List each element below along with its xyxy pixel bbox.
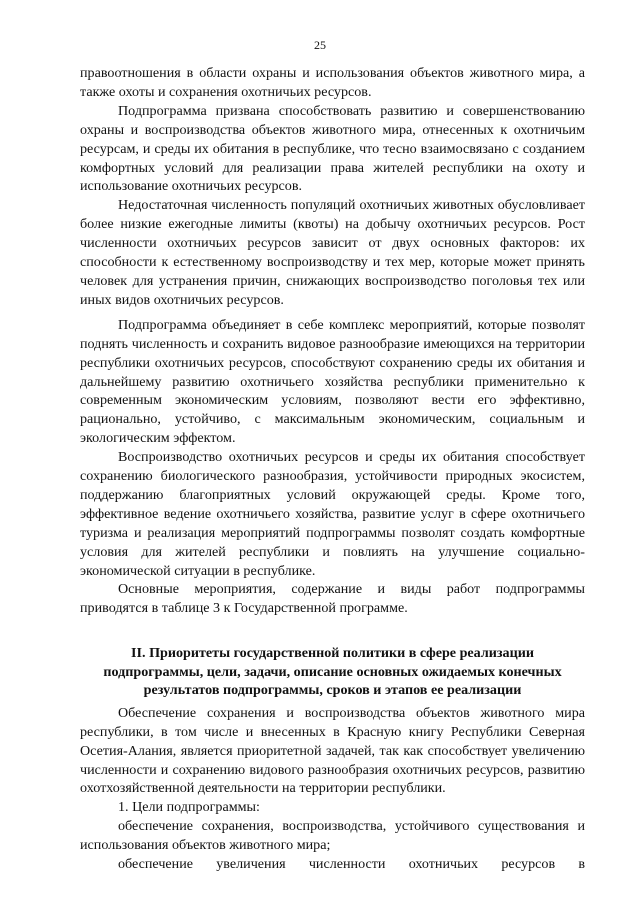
goal-item: обеспечение увеличения численности охотничьих ресурсов в bbox=[118, 856, 585, 873]
goal-item: обеспечение сохранения, воспроизводства, устойчивого существования и использования объектов животного мира; bbox=[80, 818, 585, 854]
paragraph-continuation: правоотношения в области охраны и использования объектов животного мира, а также охоты и сохранения охотничьих ресурсов. bbox=[80, 65, 585, 100]
paragraph: Обеспечение сохранения и воспроизводства объектов животного мира республики, в том числе и внесенных в Красную книгу Республики Северная Осетия-Алания, является приоритетной задачей, так как способствует увеличению численности и сохранению видового разнообразия охотничьих ресурсов, развитию охотхозяйственной деятельности на территории республики. bbox=[80, 704, 585, 797]
section-heading: II. Приоритеты государственной политики в сфере реализации подпрограммы, цели, задачи, описание основных ожидаемых конечных результатов подпрограммы, сроков и этапов ее реализации bbox=[103, 645, 562, 699]
paragraph: Воспроизводство охотничьих ресурсов и среды их обитания способствует сохранению биологического разнообразия, устойчивости природных экосистем, поддержанию благоприятных условий окружающей среды. Кроме того, эффективное ведение охотничьего хозяйства, развитие услуг в сфере охотничьего туризма и реализация мероприятий подпрограммы позволят создать комфортные условия для жителей республики и повлиять на улучшение социально-экономической ситуации в республике. bbox=[80, 449, 585, 579]
goals-heading: 1. Цели подпрограммы: bbox=[118, 799, 260, 816]
paragraph: Недостаточная численность популяций охотничьих животных обусловливает более низкие ежегодные лимиты (квоты) на добычу охотничьих ресурсов. Рост численности охотничьих ресурсов зависит от двух основных факторов: их способности к естественному воспроизводству и тех мер, которые может принять человек для устранения причин, снижающих воспроизводство поголовья тех или иных видов охотничьих ресурсов. bbox=[80, 197, 585, 308]
paragraph: Подпрограмма призвана способствовать развитию и совершенствованию охраны и воспроизводства объектов животного мира, отнесенных к охотничьим ресурсам, и среды их обитания в республике, что тесно взаимосвязано с созданием комфортных условий для реализации права жителей республики на охоту и использование охотничьих ресурсов. bbox=[80, 102, 585, 195]
page-number: 25 bbox=[314, 38, 326, 52]
document-body bbox=[80, 64, 585, 874]
paragraph: Основные мероприятия, содержание и виды работ подпрограммы приводятся в таблице 3 к Государственной программе. bbox=[80, 581, 585, 617]
paragraph: Подпрограмма объединяет в себе комплекс мероприятий, которые позволят поднять численность и сохранить видовое разнообразие имеющихся на территории республики охотничьих ресурсов, способствуют сохранению среды их обитания и дальнейшему развитию охотничьего хозяйства республики применительно к современным экономическим условиям, позволяют вести его эффективно, рационально, устойчиво, с максимальным экономическим, социальным и экологическим эффектом. bbox=[80, 316, 585, 447]
